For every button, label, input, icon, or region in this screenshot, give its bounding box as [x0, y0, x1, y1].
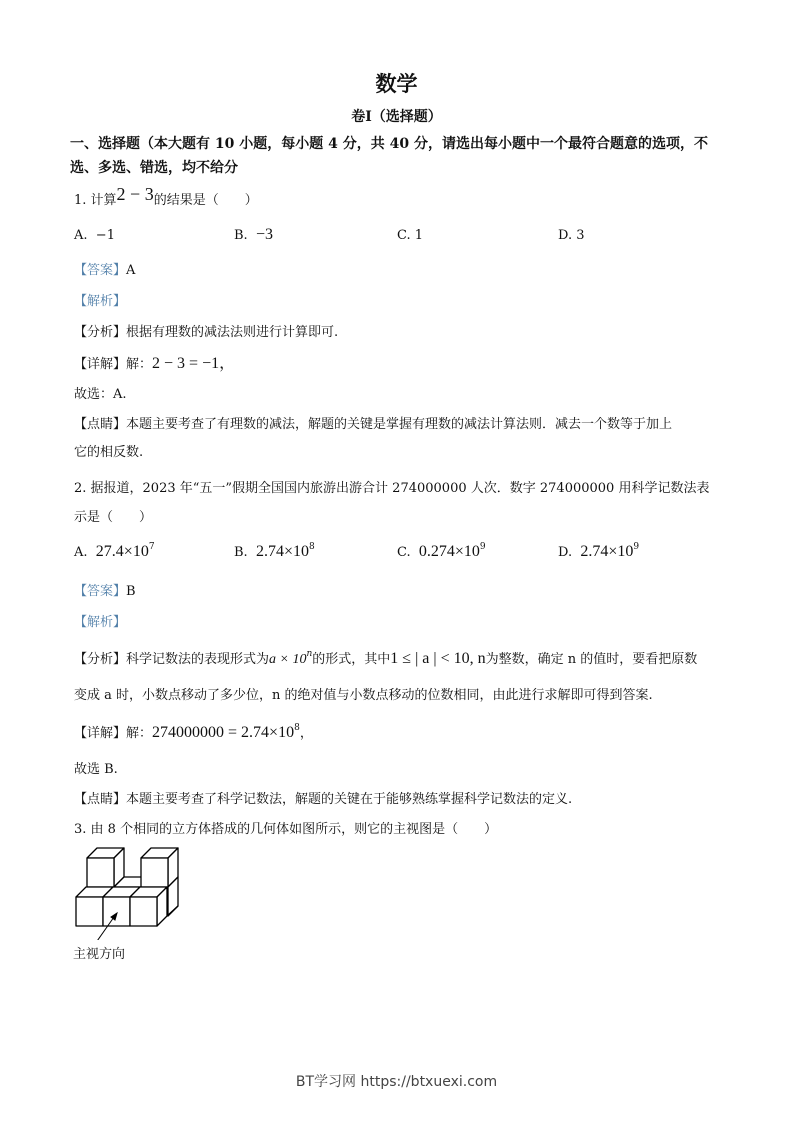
q2-guxuan: 故选 B. [74, 762, 118, 777]
q1-option-b: B. −3 [234, 226, 273, 243]
q1-answer [74, 259, 135, 278]
q1-option-d: D. 3 [558, 228, 585, 243]
question-1-suffix: 的结果是（ ） [153, 193, 258, 208]
cube-stack-figure [70, 840, 190, 940]
question-3-stem: 3. 由 8 个相同的立方体搭成的几何体如图所示，则它的主视图是（ ） [74, 822, 498, 837]
q2-answer: 【答案】B [74, 584, 136, 599]
q2-option-a: A. $27.4\times 10^7$ [74, 542, 155, 560]
q1-analysis-label: 【解析】 [74, 294, 127, 309]
question-1-prefix: 1. 计算 [74, 193, 117, 208]
page-title: 数学 [375, 71, 418, 96]
q1-dianjing: 【点睛】本题主要考查了有理数的减法，解题的关键是掌握有理数的减法计算法则．减去一个数等于加上 [74, 417, 673, 432]
q1-option-a: A. −1 [74, 228, 115, 243]
q2-option-b: B. $2.74\times 10^8$ [234, 542, 315, 560]
q2-dianjing: 【点睛】本题主要考查了科学记数法，解题的关键在于能够熟练掌握科学记数法的定义. [74, 792, 573, 807]
q2-fenxi: 【分析】科学记数法的表现形式为$a \times 10^n$的形式，其中1 ≤ | a | < 10, n为整数，确定 n 的值时，要看把原数 [74, 649, 698, 667]
question-1-stem [74, 184, 258, 209]
q1-xiangjie: 【详解】解：2 − 3 = −1， [74, 355, 236, 372]
watermark-footer: BT学习网 https://btxuexi.com [295, 1074, 498, 1090]
answer-label: 【答案】 [74, 263, 127, 278]
q1-fenxi: 【分析】根据有理数的减法法则进行计算即可. [74, 325, 339, 340]
q2-fenxi-cont: 变成 a 时，小数点移动了多少位，n 的绝对值与小数点移动的位数相同，由此进行求解即可得到答案. [74, 688, 653, 703]
q1-option-c: C. 1 [397, 228, 424, 243]
question-1-expression: 2 − 3 [116, 184, 154, 204]
question-2-stem-line2: 示是（ ） [74, 510, 153, 525]
q2-option-c: C. $0.274\times 10^9$ [397, 542, 486, 560]
q1-guxuan: 故选：A. [74, 387, 127, 402]
q2-option-d: D. $2.74\times 10^9$ [558, 542, 640, 560]
section-heading: 一、选择题（本大题有 10 小题，每小题 4 分，共 40 分，请选出每小题中一个最符合题意的选项，不选、多选、错选，均不给分 [70, 136, 708, 176]
answer-value: A [126, 263, 136, 278]
figure-label-view-direction: 主视方向 [73, 947, 126, 962]
q2-analysis-label: 【解析】 [74, 615, 127, 630]
q1-dianjing-cont: 它的相反数. [74, 445, 144, 460]
question-2-stem-line1: 2. 据报道，2023 年“五一”假期全国国内旅游出游合计 274000000 人次．数字 274000000 用科学记数法表 [74, 481, 710, 496]
q2-xiangjie: 【详解】解：$274000000 = 2.74\times 10^8$， [74, 723, 313, 741]
paper-subtitle: 卷Ⅰ（选择题） [351, 109, 442, 125]
